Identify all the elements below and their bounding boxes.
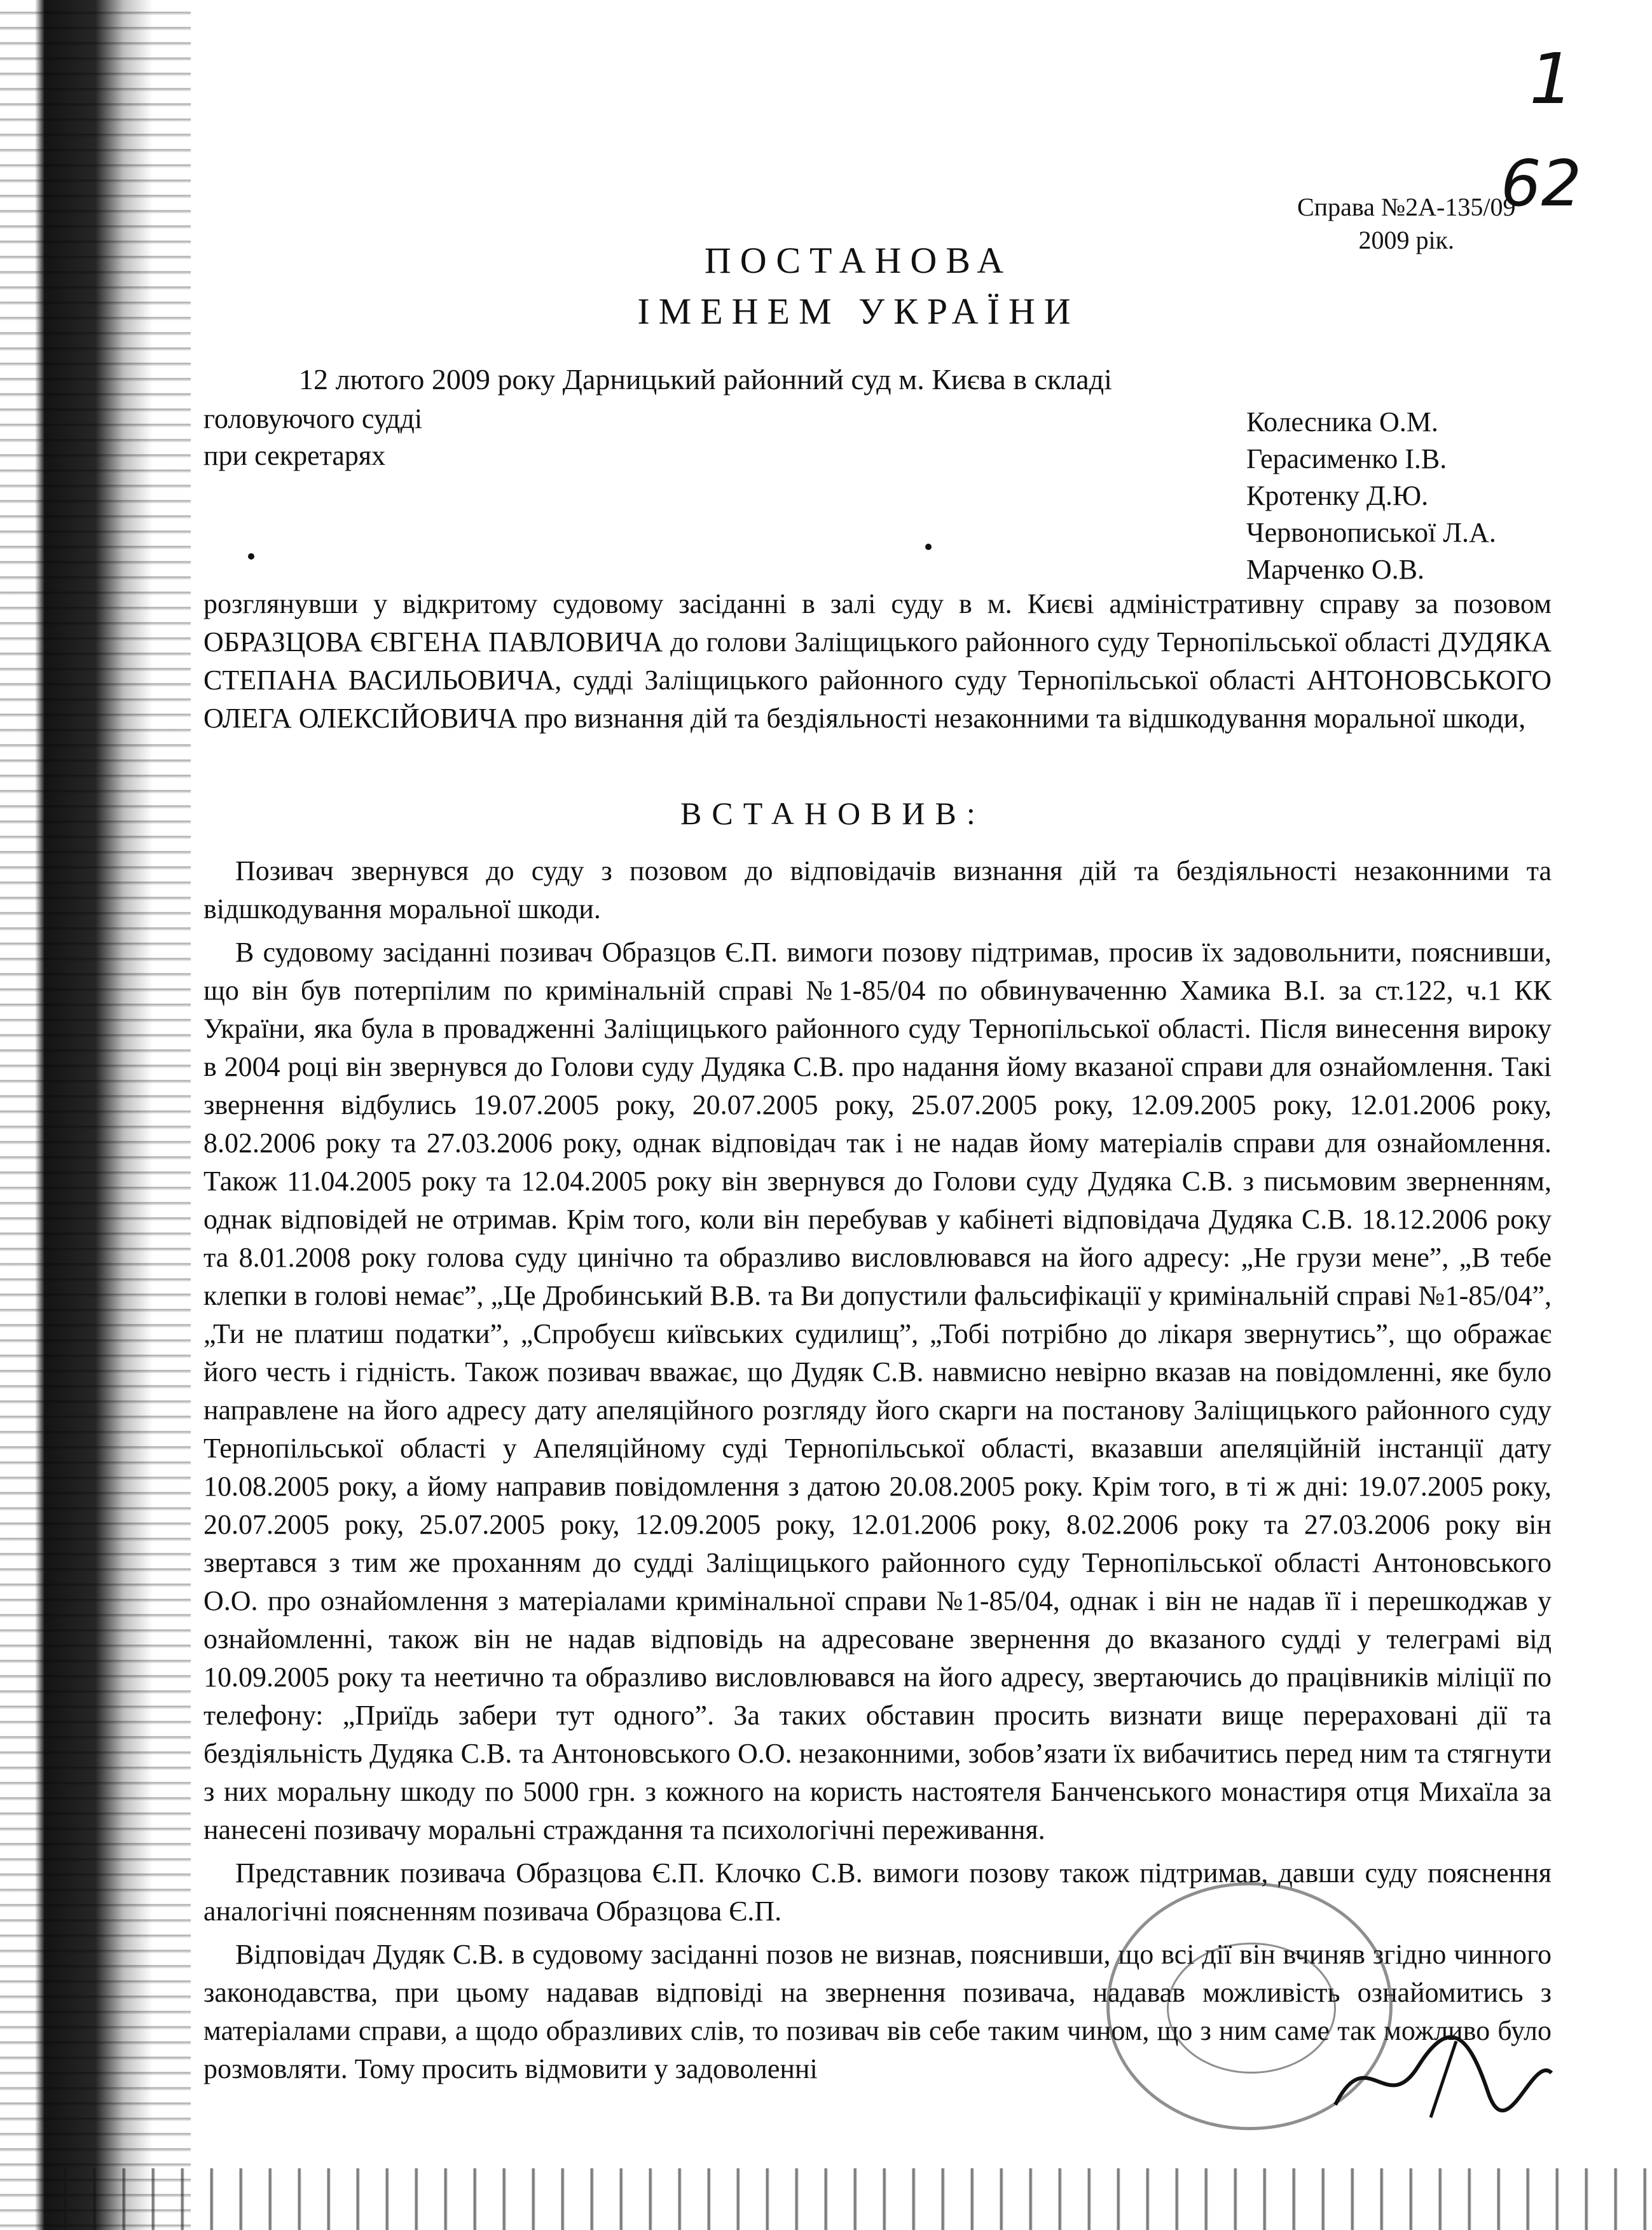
- paragraph: В судовому засіданні позивач Образцов Є.П. вимоги позову підтримав, просив їх задовольнити, пояснивши, що він був потерпілим по кримінальній справі №1-85/04 по обвинуваченню Хамика В.І. за ст.122, ч.1 КК України, яка була в провадженні Заліщицького районного суду Тернопільської області. Після винесення вироку в 2004 році він звернувся до Голови суду Дудяка С.В. про надання йому вказаної справи для ознайомлення. Такі звернення відбулись 19.07.2005 року, 20.07.2005 року, 25.07.2005 року, 12.09.2005 року, 12.01.2006 року, 8.02.2006 року та 27.03.2006 року, однак відповідач так і не надав йому матеріалів справи для ознайомлення. Також 11.04.2005 року та 12.04.2005 року він звернувся до Голови суду Дудяка С.В. з письмовим зверненням, однак відповідей не отримав. Крім того, коли він перебував у кабінеті відповідача Дудяка С.В. 18.12.2006 року та 8.01.2008 року голова суду цинічно та образливо висловлювався на його адресу: „Не грузи мене”, „В тебе клепки в голові немає”, „Це Дробинський В.В. та Ви допустили фальсифікації у кримінальній справі №1-85/04”, „Ти не платиш податки”, „Спробуєш київських судилищ”, „Тобі потрібно до лікаря звернутись”, що ображає його честь і гідність. Також позивач вважає, що Дудяк С.В. навмисно невірно вказав на повідомленні, яке було направлене на його адресу дату апеляційного розгляду його скарги на постанову Заліщицького районного суду Тернопільської області у Апеляційному суді Тернопільської області, вказавши апеляційній інстанції дату 10.08.2005 року, а йому направив повідомлення з датою 20.08.2005 року. Крім того, в ті ж дні: 19.07.2005 року, 20.07.2005 року, 25.07.2005 року, 12.09.2005 року, 12.01.2006 року, 8.02.2006 року та 27.03.2006 року він звертався з тим же проханням до судді Заліщицького районного суду Тернопільської області Антоновського О.О. про ознайомлення з матеріалами кримінальної справи №1-85/04, однак і він не надав її і перешкоджав у ознайомленні, також він не надав відповідь на адресоване звернення до вказаного судді у телеграмі від 10.09.2005 року та неетично та образливо висловлювався на його адресу, звертаючись до працівників міліції по телефону: „Приїдь забери тут одного”. За таких обставин просить визнати вище перераховані дії та бездіяльність Дудяка С.В. та Антоновського О.О. незаконними, зобов’язати їх вибачитись перед ним та стягнути з них моральну шкоду по 5000 грн. з кожного на користь настоятеля Банченського монастиря отця Михаїла за нанесені позивачу моральні страждання та психологічні переживання.: [203, 937, 1552, 1845]
- scan-edge-artifact: [0, 0, 191, 2230]
- member-name: Герасименко І.В.: [1246, 443, 1447, 474]
- case-year: 2009 рік.: [1358, 226, 1454, 254]
- member-name: Колесника О.М.: [1246, 406, 1438, 437]
- scan-bottom-artifact: [38, 2168, 1652, 2230]
- findings-body: [203, 852, 1552, 2093]
- intro-line: 12 лютого 2009 року Дарницький районний суд м. Києва в складі: [299, 363, 1112, 396]
- section-heading: ВСТАНОВИВ:: [680, 795, 986, 831]
- member-name: Червонописької Л.А.: [1246, 517, 1496, 548]
- handwritten-page-number: 62: [1501, 146, 1582, 221]
- signature: [1329, 2028, 1558, 2124]
- considered-paragraph: розглянувши у відкритому судовому засіданні в залі суду в м. Києві адміністративну справу за позовом ОБРАЗЦОВА ЄВГЕНА ПАВЛОВИЧА до голови Заліщицького районного суду Тернопільської області ДУДЯКА СТЕПАНА ВАСИЛЬОВИЧА, судді Заліщицького районного суду Тернопільської області АНТОНОВСЬКОГО ОЛЕГА ОЛЕКСІЙОВИЧА про визнання дій та бездіяльності незаконними та відшкодування моральної шкоди,: [203, 588, 1552, 734]
- court-labels: [203, 401, 422, 474]
- secretaries-label: при секретарях: [203, 440, 386, 471]
- document-title: [509, 235, 1208, 337]
- paragraph: Позивач звернувся до суду з позовом до відповідачів визнання дій та бездіяльності незаконними та відшкодування моральної шкоди.: [203, 855, 1552, 925]
- presiding-label: головуючого судді: [203, 403, 423, 434]
- member-name: Марченко О.В.: [1246, 554, 1425, 585]
- paragraph: Представник позивача Образцова Є.П. Клочко С.В. вимоги позову також підтримав, давши суду пояснення аналогічні поясненням позивача Образцова Є.П.: [203, 1857, 1552, 1927]
- speck: [248, 553, 254, 560]
- court-members: [1246, 404, 1496, 588]
- speck: [925, 544, 932, 550]
- title-line-1: ПОСТАНОВА: [704, 240, 1013, 281]
- title-line-2: ІМЕНЕМ УКРАЇНИ: [637, 291, 1080, 332]
- case-number: Справа №2А-135/09: [1297, 193, 1516, 221]
- paragraph: Відповідач Дудяк С.В. в судовому засіданні позов не визнав, пояснивши, що всі дії він вчиняв згідно чинного законодавства, при цьому надавав відповіді на звернення позивача, надавав можливість ознайомитись з матеріалами справи, а щодо образливих слів, то позивач вів себе таким чином, що з ним саме так можливо було розмовляти. Тому просить відмовити у задоволенні: [203, 1939, 1552, 2084]
- member-name: Кротенку Д.Ю.: [1246, 480, 1429, 511]
- case-reference: [1297, 191, 1515, 257]
- handwritten-sheet-number: 1: [1529, 38, 1574, 120]
